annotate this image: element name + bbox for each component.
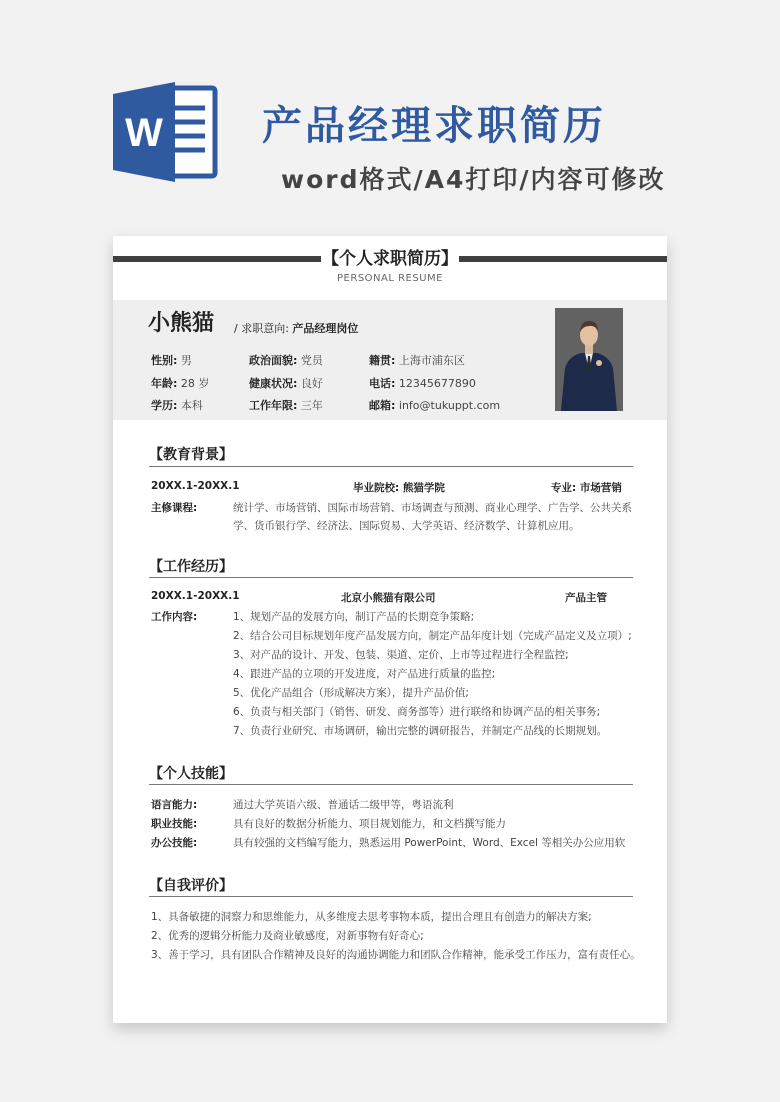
- resume-page: [113, 236, 667, 1023]
- work-position: 产品主管: [565, 592, 607, 604]
- skills-title: 【个人技能】: [149, 766, 233, 782]
- skill-label: 职业技能:: [151, 818, 198, 830]
- info-hometown: 籍贯: 上海市浦东区: [369, 354, 465, 367]
- resume-header-title: 【个人求职简历】: [322, 249, 458, 269]
- self-eval-item: 2、优秀的逻辑分析能力及商业敏感度，对新事物有好奇心;: [151, 930, 424, 942]
- work-item: 1、规划产品的发展方向，制订产品的长期竞争策略;: [233, 611, 475, 623]
- work-title: 【工作经历】: [149, 559, 233, 575]
- skill-value: 具有良好的数据分析能力、项目规划能力，和文档撰写能力: [233, 818, 506, 830]
- info-political: 政治面貌: 党员: [249, 354, 323, 367]
- resume-header-subtitle: PERSONAL RESUME: [337, 273, 443, 284]
- info-gender: 性别: 男: [151, 354, 192, 367]
- info-email: 邮箱: info@tukuppt.com: [369, 399, 501, 412]
- banner-title: 产品经理求职简历: [262, 103, 606, 149]
- skill-label: 办公技能:: [151, 837, 198, 849]
- info-experience-years: 工作年限: 三年: [249, 399, 323, 412]
- courses-line-2: 学、货币银行学、经济法、国际贸易、大学英语、经济数学、计算机应用。: [233, 520, 580, 532]
- word-icon: [113, 82, 219, 182]
- info-phone: 电话: 12345677890: [369, 377, 476, 390]
- job-intent: [234, 320, 358, 336]
- work-item: 7、负责行业研究、市场调研，输出完整的调研报告，并制定产品线的长期规划。: [233, 725, 608, 737]
- job-intent-label: / 求职意向:: [234, 322, 289, 335]
- education-school: 毕业院校: 熊猫学院: [353, 482, 445, 494]
- self-eval-title: 【自我评价】: [149, 878, 233, 894]
- education-period: 20XX.1-20XX.1: [151, 480, 240, 492]
- candidate-name: 小熊猫: [148, 311, 215, 336]
- self-eval-divider: [149, 896, 633, 897]
- work-item: 2、结合公司目标规划年度产品发展方向，制定产品年度计划（完成产品定义及立项）;: [233, 630, 632, 642]
- info-age: 年龄: 28 岁: [151, 377, 210, 390]
- work-company: 北京小熊猫有限公司: [341, 592, 436, 604]
- self-eval-item: 1、具备敏捷的洞察力和思维能力，从多维度去思考事物本质，提出合理且有创造力的解决方案;: [151, 911, 592, 923]
- info-health: 健康状况: 良好: [249, 377, 323, 390]
- skill-value: 具有较强的文档编写能力，熟悉运用 PowerPoint、Word、Excel 等相关办公应用软: [233, 837, 626, 849]
- work-item: 4、跟进产品的立项的开发进度，对产品进行质量的监控;: [233, 668, 496, 680]
- courses-line-1: 统计学、市场营销、国际市场营销、市场调查与预测、商业心理学、广告学、公共关系: [233, 502, 632, 514]
- courses-label: 主修课程:: [151, 502, 198, 514]
- skill-label: 语言能力:: [151, 799, 198, 811]
- person-photo: [555, 308, 623, 411]
- info-education: 学历: 本科: [151, 399, 203, 412]
- skills-divider: [149, 784, 633, 785]
- skill-value: 通过大学英语六级、普通话二级甲等，粤语流利: [233, 799, 454, 811]
- self-eval-item: 3、善于学习，具有团队合作精神及良好的沟通协调能力和团队合作精神，能承受工作压力，富有责任心。: [151, 949, 641, 961]
- education-divider: [149, 466, 633, 467]
- job-intent-value: 产品经理岗位: [292, 322, 359, 335]
- work-item: 6、负责与相关部门（销售、研发、商务部等）进行联络和协调产品的相关事务;: [233, 706, 601, 718]
- work-content-label: 工作内容:: [151, 611, 198, 623]
- education-title: 【教育背景】: [149, 447, 233, 463]
- svg-text:W: W: [125, 111, 163, 155]
- work-divider: [149, 577, 633, 578]
- work-item: 5、优化产品组合（形成解决方案），提升产品价值;: [233, 687, 469, 699]
- work-item: 3、对产品的设计、开发、包装、渠道、定价、上市等过程进行全程监控;: [233, 649, 569, 661]
- education-major: 专业: 市场营销: [551, 482, 622, 494]
- banner-subtitle: word格式/A4打印/内容可修改: [281, 165, 666, 194]
- work-period: 20XX.1-20XX.1: [151, 590, 240, 602]
